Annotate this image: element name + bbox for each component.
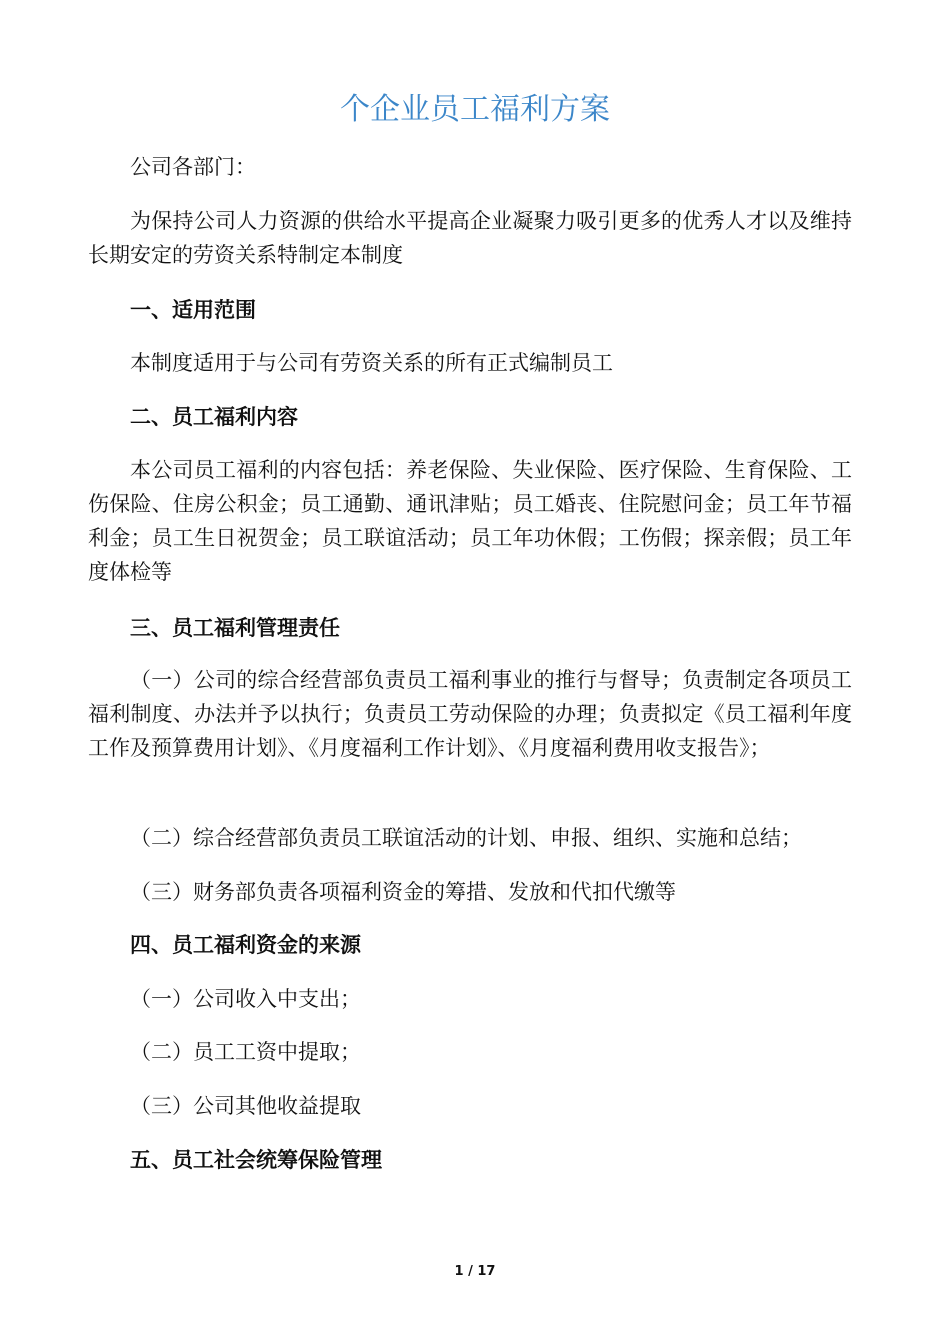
document-title: 个企业员工福利方案 [340, 92, 610, 127]
section-heading-social-insurance: 五、员工社会统筹保险管理 [130, 1148, 382, 1172]
scope-paragraph: 本制度适用于与公司有劳资关系的所有正式编制员工 [130, 351, 613, 375]
section-heading-welfare-content: 二、员工福利内容 [130, 405, 298, 429]
section-heading-management: 三、员工福利管理责任 [130, 616, 340, 640]
management-paragraph-2: （二）综合经营部负责员工联谊活动的计划、申报、组织、实施和总结； [130, 826, 802, 850]
funding-item-1: （一）公司收入中支出； [130, 987, 361, 1011]
management-paragraph-1: （一）公司的综合经营部负责员工福利事业的推行与督导；负责制定各项员工福利制度、办法并予以执行；负责员工劳动保险的办理；负责拟定《员工福利年度工作及预算费用计划》、《月度福利工作计划》、《月度福利费用收支报告》； [88, 668, 852, 760]
intro-paragraph: 为保持公司人力资源的供给水平提高企业凝聚力吸引更多的优秀人才以及维持长期安定的劳资关系特制定本制度 [88, 209, 852, 267]
section-heading-scope: 一、适用范围 [130, 298, 256, 322]
welfare-content-paragraph: 本公司员工福利的内容包括：养老保险、失业保险、医疗保险、生育保险、工伤保险、住房公积金；员工通勤、通讯津贴；员工婚丧、住院慰问金；员工年节福利金；员工生日祝贺金；员工联谊活动；员工年功休假；工伤假；探亲假；员工年度体检等 [88, 458, 852, 584]
funding-item-2: （二）员工工资中提取； [130, 1040, 361, 1064]
salutation: 公司各部门： [130, 155, 256, 179]
page-number: 1 / 17 [454, 1264, 496, 1279]
management-paragraph-3: （三）财务部负责各项福利资金的筹措、发放和代扣代缴等 [130, 880, 676, 904]
funding-item-3: （三）公司其他收益提取 [130, 1094, 361, 1118]
section-heading-funding: 四、员工福利资金的来源 [130, 933, 361, 957]
